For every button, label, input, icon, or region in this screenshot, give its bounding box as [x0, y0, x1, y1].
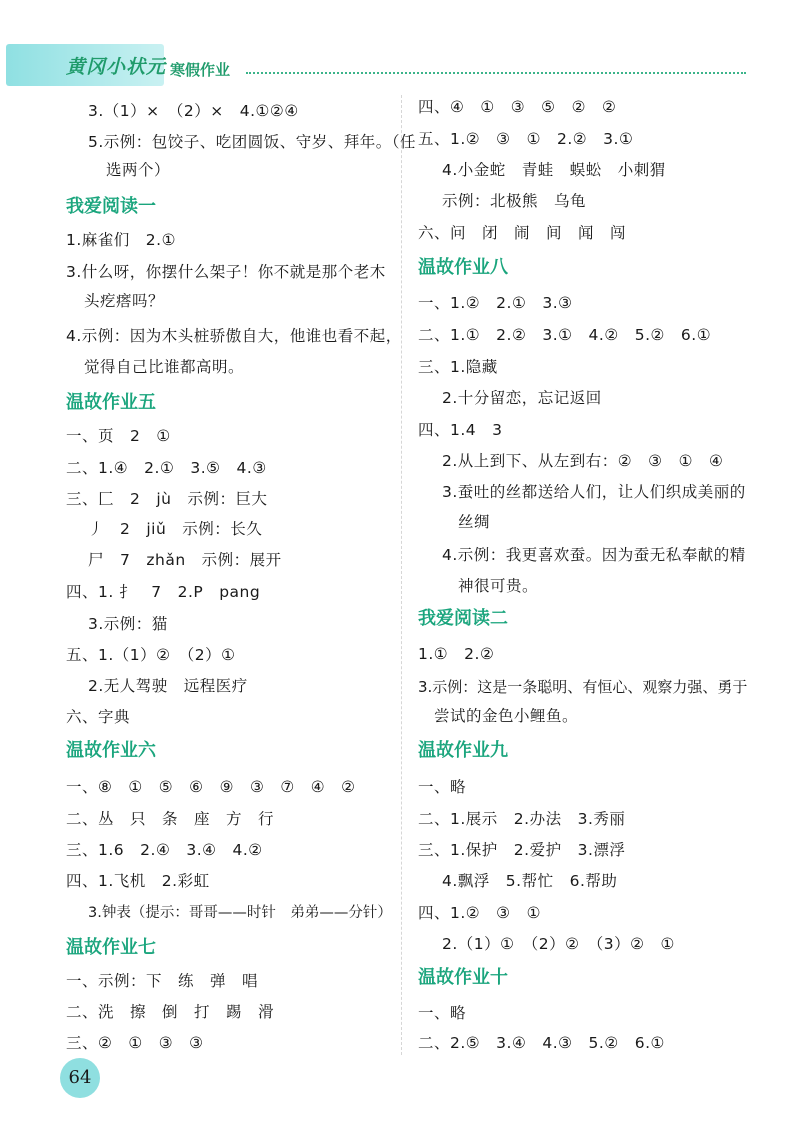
answer-line: 2.从上到下、从左到右：② ③ ① ④ — [442, 452, 724, 470]
answer-line: 六、问 闭 闹 间 闻 闯 — [418, 224, 627, 242]
answer-line: 一、略 — [418, 778, 467, 796]
answer-line: 3.蚕吐的丝都送给人们，让人们织成美丽的 — [442, 483, 746, 501]
answer-line: 2.十分留恋，忘记返回 — [442, 389, 602, 407]
section-heading: 我爱阅读一 — [66, 196, 156, 217]
page-header — [0, 0, 800, 95]
answer-line: 1.① 2.② — [418, 645, 495, 663]
answer-line: 神很可贵。 — [458, 577, 539, 595]
section-heading: 温故作业十 — [418, 967, 508, 988]
answer-line: 4.小金蛇 青蛙 蜈蚣 小刺猬 — [442, 161, 666, 179]
answer-line: 3.钟表（提示：哥哥——时针 弟弟——分针） — [88, 905, 392, 921]
answer-line: 示例：北极熊 乌龟 — [442, 192, 587, 210]
answer-line: 尝试的金色小鲤鱼。 — [434, 707, 579, 725]
answer-line: 3.什么呀，你摆什么架子！你不就是那个老木 — [66, 263, 386, 281]
answer-line: 二、2.⑤ 3.④ 4.③ 5.② 6.① — [418, 1034, 665, 1052]
section-heading: 温故作业五 — [66, 392, 156, 413]
column-divider — [401, 95, 402, 1055]
answer-line: 一、示例：下 练 弹 唱 — [66, 972, 259, 990]
answer-line: 尸 7 zhǎn 示例：展开 — [88, 551, 282, 569]
answer-line: 四、1. 扌 7 2.P pang — [66, 583, 261, 601]
brand-logo: 黄冈小状元 — [66, 56, 167, 78]
page-number: 64 — [60, 1058, 100, 1098]
answer-line: 三、1.保护 2.爱护 3.漂浮 — [418, 841, 626, 859]
answer-line: 五、1.② ③ ① 2.② 3.① — [418, 130, 634, 148]
header-dotted-rule — [246, 72, 746, 74]
answer-line: 4.飘浮 5.帮忙 6.帮助 — [442, 872, 618, 890]
section-heading: 温故作业七 — [66, 937, 156, 958]
section-heading: 温故作业八 — [418, 257, 508, 278]
answer-line: 4.示例：我更喜欢蚕。因为蚕无私奉献的精 — [442, 546, 746, 564]
answer-line: 三、② ① ③ ③ — [66, 1034, 204, 1052]
answer-line: 二、洗 擦 倒 打 踢 滑 — [66, 1003, 275, 1021]
answer-line: 5.示例：包饺子、吃团圆饭、守岁、拜年。（任 — [88, 133, 417, 151]
answer-line: 觉得自己比谁都高明。 — [84, 358, 245, 376]
answer-line: 1.麻雀们 2.① — [66, 231, 176, 249]
header-subtitle: 寒假作业 — [170, 61, 231, 79]
answer-line: 二、丛 只 条 座 方 行 — [66, 810, 275, 828]
answer-line: 丿 2 jiǔ 示例：长久 — [88, 520, 263, 538]
answer-line: 五、1.（1）② （2）① — [66, 646, 236, 664]
answer-line: 2.无人驾驶 远程医疗 — [88, 677, 248, 695]
answer-line: 一、⑧ ① ⑤ ⑥ ⑨ ③ ⑦ ④ ② — [66, 778, 356, 796]
answer-line: 三、匚 2 jù 示例：巨大 — [66, 490, 268, 508]
answer-line: 一、略 — [418, 1004, 467, 1022]
answer-line: 二、1.展示 2.办法 3.秀丽 — [418, 810, 626, 828]
answer-line: 六、字典 — [66, 708, 131, 726]
answer-line: 4.示例：因为木头桩骄傲自大，他谁也看不起， — [66, 327, 402, 345]
answer-line: 四、1.4 3 — [418, 421, 503, 439]
answer-line: 二、1.④ 2.① 3.⑤ 4.③ — [66, 459, 267, 477]
answer-line: 三、1.隐藏 — [418, 358, 498, 376]
answer-line: 四、1.② ③ ① — [418, 904, 541, 922]
section-heading: 温故作业六 — [66, 740, 156, 761]
answer-line: 3.示例：这是一条聪明、有恒心、观察力强、勇于 — [418, 678, 748, 696]
answer-line: 头疙瘩吗？ — [84, 292, 165, 310]
section-heading: 温故作业九 — [418, 740, 508, 761]
answer-line: 2.（1）① （2）② （3）② ① — [442, 935, 675, 953]
answer-line: 丝绸 — [458, 513, 491, 531]
answer-line: 二、1.① 2.② 3.① 4.② 5.② 6.① — [418, 326, 712, 344]
answer-line: 一、页 2 ① — [66, 427, 171, 445]
answer-line: 三、1.6 2.④ 3.④ 4.② — [66, 841, 263, 859]
answer-line: 四、1.飞机 2.彩虹 — [66, 872, 210, 890]
answer-line: 一、1.② 2.① 3.③ — [418, 294, 573, 312]
answer-line: 选两个） — [106, 161, 171, 179]
answer-line: 3.示例：猫 — [88, 615, 168, 633]
answer-line: 3.（1）× （2）× 4.①②④ — [88, 102, 299, 120]
section-heading: 我爱阅读二 — [418, 608, 508, 629]
answer-line: 四、④ ① ③ ⑤ ② ② — [418, 98, 617, 116]
